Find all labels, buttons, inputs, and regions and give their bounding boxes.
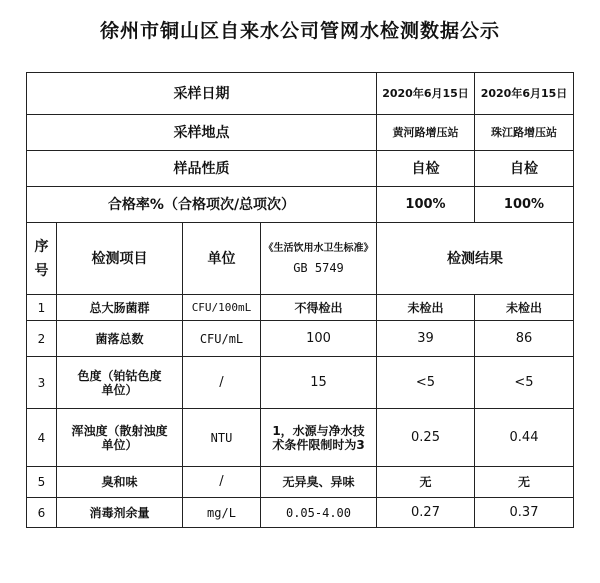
- row-unit: /: [183, 357, 261, 409]
- row-unit: /: [183, 467, 261, 498]
- item-header: 检测项目: [57, 223, 183, 295]
- row-result-1: 39: [377, 321, 475, 357]
- row-no: 1: [27, 295, 57, 321]
- sampling-date-row: [27, 73, 574, 115]
- sampling-date-1: 2020年6月15日: [377, 73, 475, 115]
- pass-rate-label: 合格率%（合格项次/总项次）: [27, 187, 377, 223]
- pass-rate-row: [27, 187, 574, 223]
- sample-nature-2: 自检: [475, 151, 574, 187]
- row-result-1: 0.25: [377, 409, 475, 467]
- table-row: [27, 409, 574, 467]
- row-result-2: 未检出: [475, 295, 574, 321]
- row-unit: CFU/mL: [183, 321, 261, 357]
- row-standard: 1，水源与净水技术条件限制时为3: [261, 409, 377, 467]
- row-no: 5: [27, 467, 57, 498]
- row-no: 3: [27, 357, 57, 409]
- sample-nature-label: 样品性质: [27, 151, 377, 187]
- row-result-1: 未检出: [377, 295, 475, 321]
- row-result-2: <5: [475, 357, 574, 409]
- page-title: 徐州市铜山区自来水公司管网水检测数据公示: [99, 20, 500, 42]
- row-unit: NTU: [183, 409, 261, 467]
- row-no: 6: [27, 498, 57, 528]
- row-result-2: 0.37: [475, 498, 574, 528]
- unit-header: 单位: [183, 223, 261, 295]
- row-result-2: 0.44: [475, 409, 574, 467]
- sampling-date-2: 2020年6月15日: [475, 73, 574, 115]
- row-item: 臭和味: [57, 467, 183, 498]
- column-header-row: [27, 223, 574, 295]
- table-row: [27, 498, 574, 528]
- standard-header: [261, 223, 377, 295]
- sampling-site-row: [27, 115, 574, 151]
- row-item: 浑浊度（散射浊度单位）: [57, 409, 183, 467]
- pass-rate-2: 100%: [475, 187, 574, 223]
- water-quality-table: [26, 72, 574, 528]
- row-result-2: 无: [475, 467, 574, 498]
- sample-nature-1: 自检: [377, 151, 475, 187]
- row-unit: mg/L: [183, 498, 261, 528]
- sampling-site-1: 黄河路增压站: [377, 115, 475, 151]
- row-item: 菌落总数: [57, 321, 183, 357]
- row-no: 2: [27, 321, 57, 357]
- row-standard: 0.05-4.00: [261, 498, 377, 528]
- row-standard: 15: [261, 357, 377, 409]
- row-standard: 不得检出: [261, 295, 377, 321]
- standard-code: GB 5749: [293, 260, 344, 275]
- table-row: [27, 321, 574, 357]
- result-header: 检测结果: [377, 223, 574, 295]
- table-row: [27, 467, 574, 498]
- row-item: 色度（铂钴色度单位）: [57, 357, 183, 409]
- row-result-1: 0.27: [377, 498, 475, 528]
- sampling-site-2: 珠江路增压站: [475, 115, 574, 151]
- sampling-date-label: 采样日期: [27, 73, 377, 115]
- row-unit: CFU/100mL: [183, 295, 261, 321]
- row-result-2: 86: [475, 321, 574, 357]
- row-result-1: <5: [377, 357, 475, 409]
- seq-header: 序号: [27, 223, 57, 295]
- row-standard: 100: [261, 321, 377, 357]
- table-row: [27, 295, 574, 321]
- pass-rate-1: 100%: [377, 187, 475, 223]
- row-no: 4: [27, 409, 57, 467]
- sample-nature-row: [27, 151, 574, 187]
- sampling-site-label: 采样地点: [27, 115, 377, 151]
- row-result-1: 无: [377, 467, 475, 498]
- table-row: [27, 357, 574, 409]
- row-standard: 无异臭、异味: [261, 467, 377, 498]
- row-item: 总大肠菌群: [57, 295, 183, 321]
- row-item: 消毒剂余量: [57, 498, 183, 528]
- standard-name: 《生活饮用水卫生标准》: [263, 242, 374, 254]
